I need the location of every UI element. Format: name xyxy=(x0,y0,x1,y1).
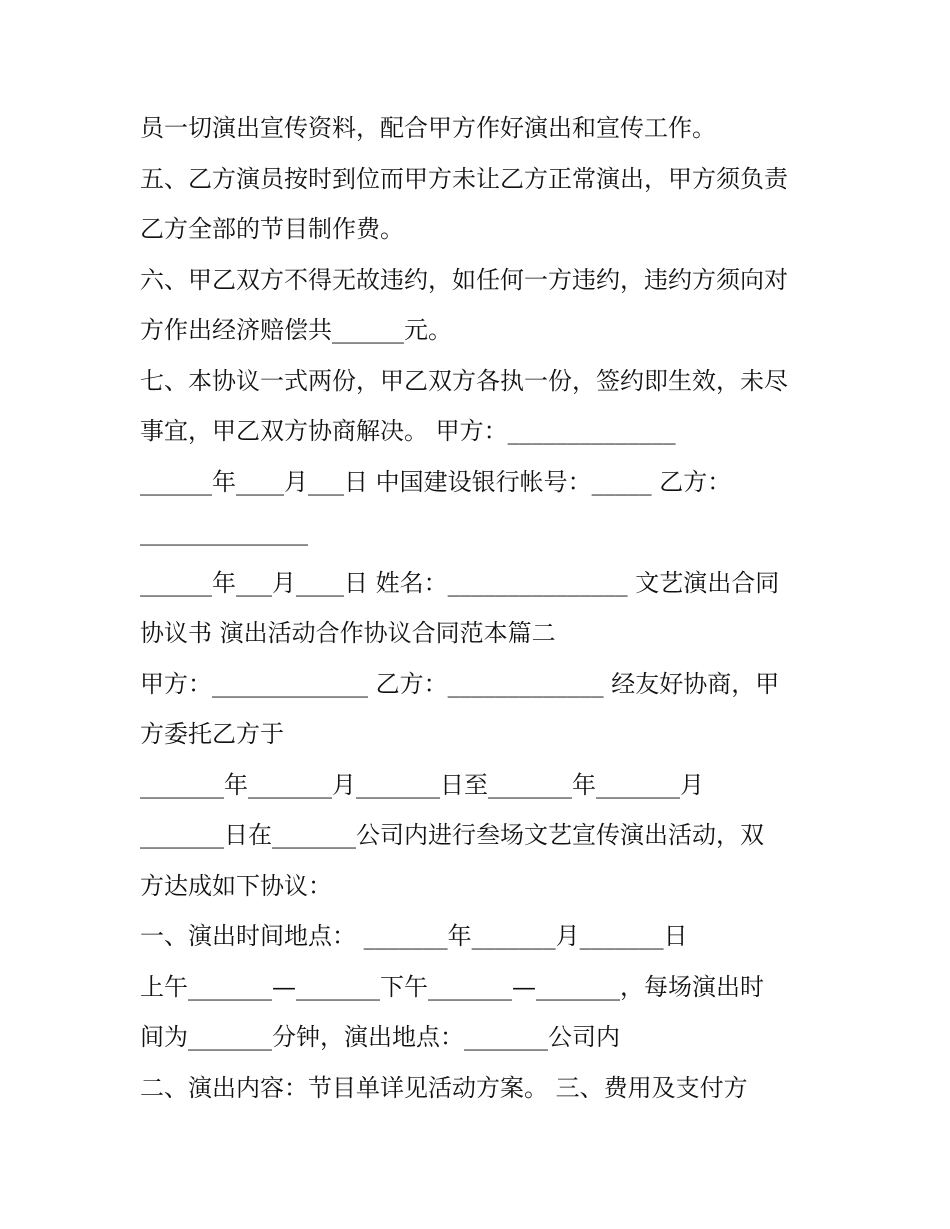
text-line: 一、演出时间地点： _______年_______月_______日 xyxy=(140,922,688,950)
text-line: 事宜，甲乙双方协商解决。 甲方：______________ xyxy=(140,417,676,445)
text-line: 七、本协议一式两份，甲乙双方各执一份，签约即生效，未尽 xyxy=(140,366,788,395)
document-body xyxy=(140,103,820,1113)
text-line: 甲方：_____________ 乙方：_____________ 经友好协商，甲 xyxy=(140,669,780,698)
text-line: 协议书 演出活动合作协议合同范本篇二 xyxy=(140,619,556,647)
text-line: 二、演出内容：节目单详见活动方案。 三、费用及支付方 xyxy=(140,1073,748,1102)
text-line: ______________ xyxy=(140,518,308,546)
text-line: _______日在_______公司内进行叁场文艺宣传演出活动，双 xyxy=(140,821,764,849)
text-line: 上午_______—_______下午_______—_______，每场演出时 xyxy=(140,972,764,1001)
text-line: 方委托乙方于 xyxy=(140,720,284,748)
text-line: ______年___月____日 姓名：_______________ 文艺演出合同 xyxy=(140,568,780,597)
text-line: 间为_______分钟，演出地点：_______公司内 xyxy=(140,1023,620,1051)
text-line: 员一切演出宣传资料，配合甲方作好演出和宣传工作。 xyxy=(140,114,716,142)
text-line: _______年_______月_______日至_______年_______月 xyxy=(140,770,704,799)
text-line: ______年____月___日 中国建设银行帐号：_____ 乙方： xyxy=(140,467,732,496)
text-line: 方作出经济赔偿共______元。 xyxy=(140,316,452,344)
text-line: 六、甲乙双方不得无故违约，如任何一方违约，违约方须向对 xyxy=(140,265,788,294)
text-line: 方达成如下协议： xyxy=(140,871,332,900)
text-line: 五、乙方演员按时到位而甲方未让乙方正常演出，甲方须负责 xyxy=(140,164,788,193)
text-line: 乙方全部的节目制作费。 xyxy=(140,215,404,243)
